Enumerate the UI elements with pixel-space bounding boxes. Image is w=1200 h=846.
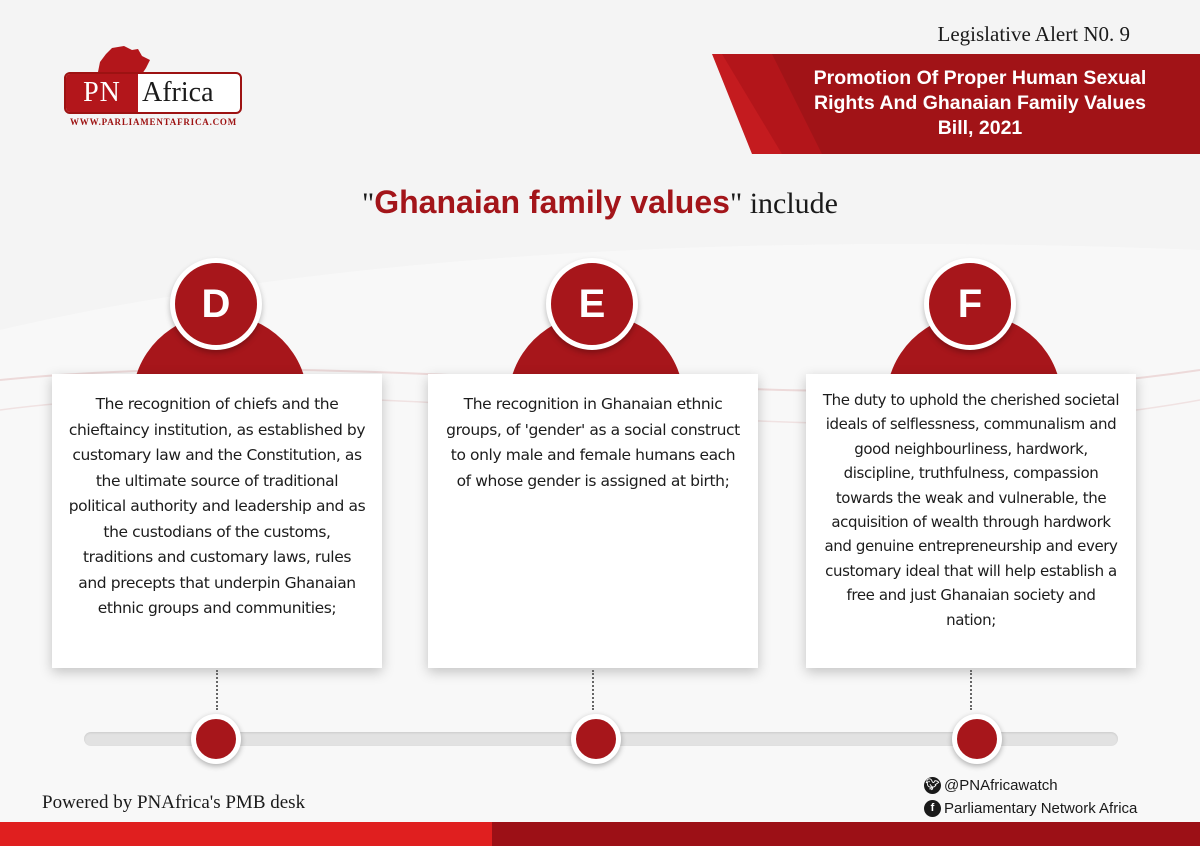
twitter-handle: @PNAfricawatch <box>944 777 1058 794</box>
facebook-icon: f <box>924 800 941 817</box>
bill-title-banner <box>712 54 1200 154</box>
powered-by-text: Powered by PNAfrica's PMB desk <box>42 792 306 813</box>
letter-badge: D <box>170 258 262 350</box>
twitter-link[interactable] <box>924 774 1137 797</box>
heading-close-quote: " <box>729 187 743 220</box>
facebook-link[interactable] <box>924 797 1137 820</box>
heading-highlight: Ghanaian family values <box>374 184 730 220</box>
heading-open-quote: " <box>361 187 375 220</box>
facebook-page: Parliamentary Network Africa <box>944 800 1138 817</box>
alert-number: Legislative Alert N0. 9 <box>937 22 1130 46</box>
logo-url: WWW.PARLIAMENTAFRICA.COM <box>70 117 238 127</box>
timeline-node-d <box>191 714 241 764</box>
card-text: The recognition of chiefs and the chieftaincy institution, as established by customary law and the Constitution, as the ultimate source of traditional political authority and leadership and as the custodians of the customs, traditions and customary laws, rules and precepts that underpin Ghanaian ethnic groups and communities; <box>52 374 382 668</box>
social-links <box>924 774 1137 820</box>
letter-badge: E <box>546 258 638 350</box>
card-text: The recognition in Ghanaian ethnic groups, of 'gender' as a social construct to only male and female humans each of whose gender is assigned at birth; <box>428 374 758 668</box>
value-card-e <box>428 258 758 738</box>
letter-badge: F <box>924 258 1016 350</box>
timeline-node-f <box>952 714 1002 764</box>
section-heading <box>0 184 1200 221</box>
footer-bar-left <box>0 822 492 846</box>
connector-line <box>592 670 594 710</box>
value-card-d <box>52 258 382 738</box>
timeline-node-e <box>571 714 621 764</box>
connector-line <box>970 670 972 710</box>
footer-bar-right <box>492 822 1200 846</box>
pnafrica-logo <box>64 44 244 134</box>
logo-wordmark <box>64 72 242 114</box>
logo-africa-text: Africa <box>142 77 214 108</box>
bill-title: Promotion Of Proper Human Sexual Rights And Ghanaian Family Values Bill, 2021 <box>813 67 1147 139</box>
card-text: The duty to uphold the cherished societal ideals of selflessness, communalism and good neighbourliness, hardwork, discipline, truthfulness, compassion towards the weak and vulnerable, the acquisition of wealth through hardwork and genuine entrepreneurship and every customary ideal that will help establish a free and just Ghanaian society and nation; <box>806 374 1136 668</box>
logo-pn-text: PN <box>66 74 138 112</box>
twitter-icon: 🐦︎ <box>924 777 941 794</box>
value-card-f <box>806 258 1136 738</box>
heading-suffix: include <box>742 187 838 220</box>
connector-line <box>216 670 218 710</box>
